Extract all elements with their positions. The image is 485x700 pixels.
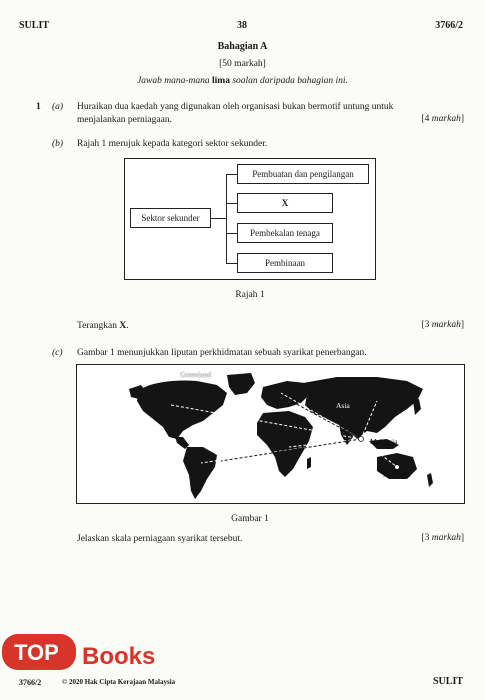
marks-open: [3 <box>421 320 432 330</box>
section-marks <box>0 58 485 70</box>
diagram-branch-4 <box>237 253 333 273</box>
part-c-label: (c) <box>52 348 63 358</box>
central-america-shape <box>175 437 189 449</box>
marks-open: [3 <box>421 533 432 543</box>
japan-shape <box>413 399 421 415</box>
branch-x-label: X <box>281 198 289 208</box>
south-america-shape <box>183 447 217 499</box>
map-label-australia: Australia <box>383 470 411 479</box>
marks-word: markah <box>431 320 461 330</box>
header-left: SULIT <box>19 20 50 31</box>
greenland-shape <box>227 373 255 395</box>
branch-3-label: Pembekalan tenaga <box>250 228 320 238</box>
instruction-bold: lima <box>212 76 230 86</box>
part-a-line1: Huraikan dua kaedah yang digunakan oleh organisasi bukan bermotif untung untuk <box>77 102 394 112</box>
africa-shape <box>257 411 313 477</box>
diagram-caption: Rajah 1 <box>235 290 265 300</box>
branch-4-label: Pembinaan <box>265 258 305 268</box>
map-label-asia: Asia <box>336 401 350 410</box>
diagram-root-label: Sektor sekunder <box>141 213 200 223</box>
part-b-task <box>77 320 129 332</box>
connector-root <box>211 218 227 219</box>
marks-word: markah <box>431 114 461 124</box>
section-marks-text: [50 markah] <box>219 59 266 69</box>
task-bold: X <box>119 321 127 331</box>
connector-branch-4 <box>226 263 237 264</box>
asia-shape <box>303 377 423 439</box>
marks-close: ] <box>460 533 464 543</box>
section-title: Bahagian A <box>217 41 268 52</box>
part-c-marks <box>422 533 465 543</box>
footer-copyright: © 2020 Hak Cipta Kerajaan Malaysia <box>62 678 176 686</box>
topbooks-logo <box>0 626 185 680</box>
connector-trunk <box>226 174 227 263</box>
marks-close: ] <box>460 320 464 330</box>
diagram-branch-3 <box>237 223 333 243</box>
footer-right: SULIT <box>432 676 463 687</box>
australia-dot <box>395 465 399 469</box>
part-c-text: Gambar 1 menunjukkan liputan perkhidmatan sebuah syarikat penerbangan. <box>77 348 367 358</box>
malaysia-hub-dot <box>359 437 364 442</box>
part-a-line2: menjalankan perniagaan. <box>77 115 172 125</box>
marks-open: [4 <box>421 114 432 124</box>
section-instruction <box>0 75 485 87</box>
madagascar-shape <box>307 457 311 469</box>
map-caption: Gambar 1 <box>231 514 269 524</box>
part-c-task: Jelaskan skala perniagaan syarikat tersebut. <box>77 534 243 544</box>
map-label-malaysia: Malaysia <box>370 437 398 446</box>
task-pre: Terangkan <box>77 321 120 331</box>
task-post: . <box>126 321 129 331</box>
part-b-label: (b) <box>52 139 64 149</box>
branch-1-label: Pembuatan dan pengilangan <box>252 169 354 179</box>
question-number: 1 <box>36 102 41 112</box>
world-map <box>77 365 464 503</box>
connector-branch-2 <box>226 203 237 204</box>
svg-text:TOP: TOP <box>14 640 59 665</box>
svg-text:Books: Books <box>82 643 156 670</box>
new-zealand-shape <box>427 473 433 487</box>
part-a-marks <box>422 114 465 124</box>
diagram-branch-1 <box>237 164 369 184</box>
part-b-marks <box>422 320 465 330</box>
marks-word: markah <box>431 533 461 543</box>
connector-branch-3 <box>226 233 237 234</box>
footer-code: 3766/2 <box>19 678 42 687</box>
diagram-root <box>130 208 211 228</box>
header-code: 3766/2 <box>435 20 463 31</box>
diagram-branch-x <box>237 193 333 213</box>
part-a-label: (a) <box>52 102 64 112</box>
north-america-shape <box>137 380 227 439</box>
marks-close: ] <box>460 114 464 124</box>
map-label-greenland: Greenland <box>180 370 212 379</box>
instruction-pre: Jawab mana-mana <box>137 76 213 86</box>
connector-branch-1 <box>226 174 237 175</box>
part-b-text: Rajah 1 merujuk kepada kategori sektor sekunder. <box>77 139 268 149</box>
page-number: 38 <box>237 20 247 31</box>
instruction-post: soalan daripada bahagian ini. <box>229 76 348 86</box>
